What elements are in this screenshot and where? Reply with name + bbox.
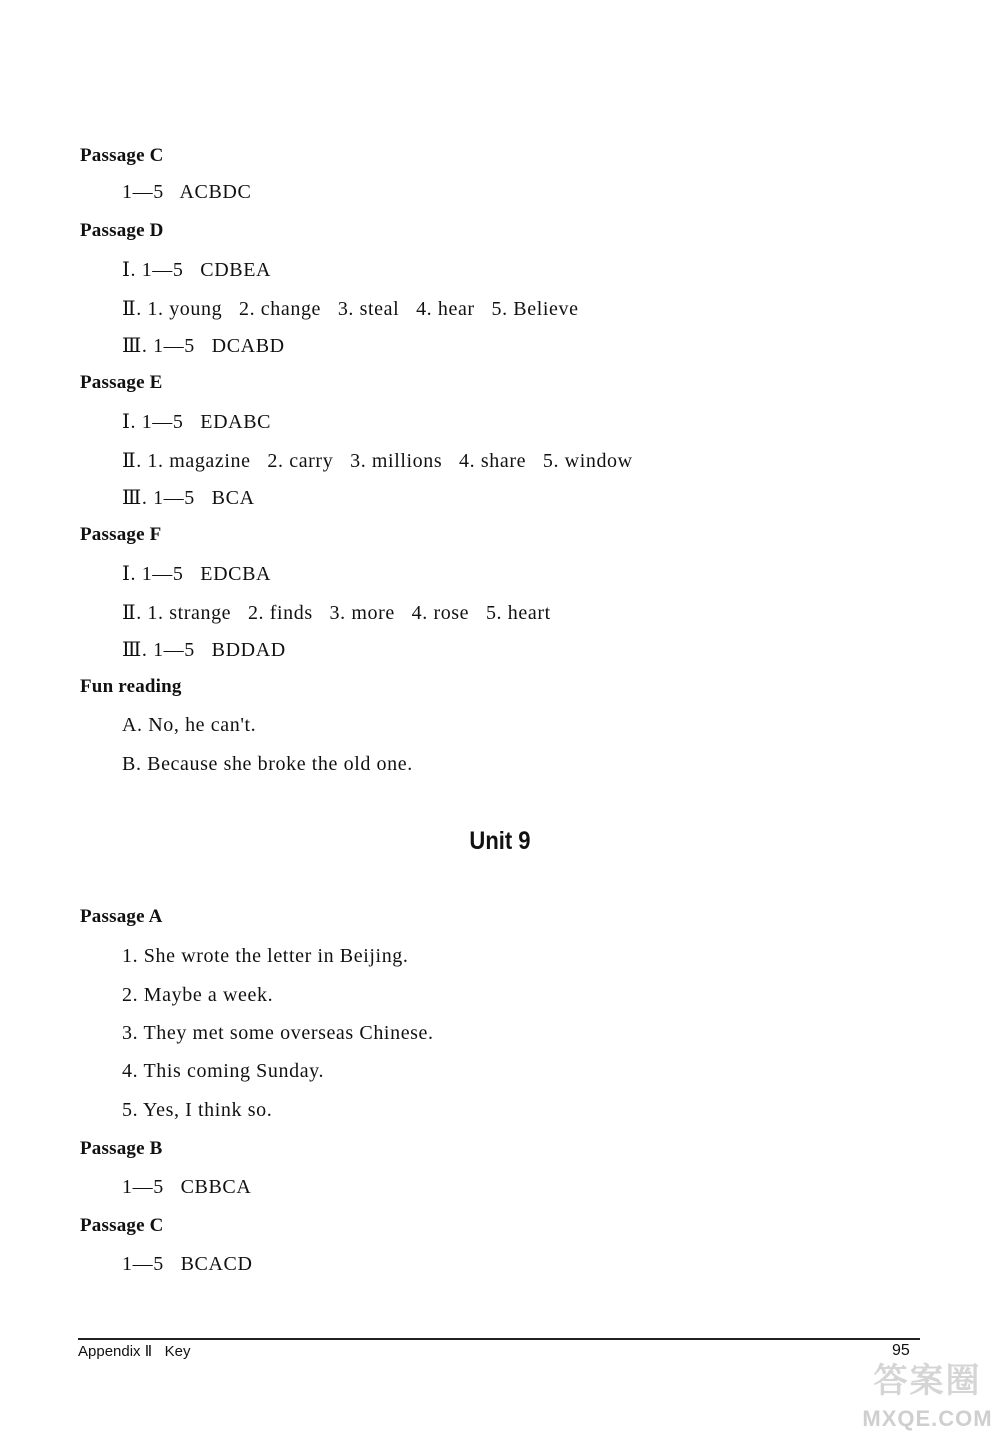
answer-line: Ⅱ. 1. magazine 2. carry 3. millions 4. share 5. window bbox=[122, 450, 633, 472]
answer-line: Ⅲ. 1—5 BDDAD bbox=[122, 639, 286, 661]
section-heading-fun-reading: Fun reading bbox=[80, 676, 182, 697]
answer-line: 3. They met some overseas Chinese. bbox=[122, 1022, 434, 1044]
answer-line: Ⅰ. 1—5 CDBEA bbox=[122, 259, 272, 281]
answer-line: Ⅲ. 1—5 DCABD bbox=[122, 335, 285, 357]
section-heading-passage-e: Passage E bbox=[80, 372, 163, 393]
answer-line: A. No, he can't. bbox=[122, 714, 257, 736]
section-heading-passage-c: Passage C bbox=[80, 145, 164, 166]
footer-section-label: Appendix Ⅱ Key bbox=[78, 1343, 191, 1360]
answer-line: Ⅰ. 1—5 EDCBA bbox=[122, 563, 272, 585]
answer-line: 1—5 BCACD bbox=[122, 1253, 253, 1275]
section-heading-passage-a: Passage A bbox=[80, 906, 163, 927]
section-heading-passage-b: Passage B bbox=[80, 1138, 163, 1159]
footer-divider bbox=[78, 1338, 920, 1340]
section-heading-passage-c-unit9: Passage C bbox=[80, 1215, 164, 1236]
answer-line: Ⅱ. 1. young 2. change 3. steal 4. hear 5. Believe bbox=[122, 298, 579, 320]
answer-line: 4. This coming Sunday. bbox=[122, 1060, 325, 1082]
watermark-logo-text: 答案圈 bbox=[873, 1361, 982, 1401]
watermark-site-text: MXQE.COM bbox=[862, 1406, 993, 1431]
answer-line: B. Because she broke the old one. bbox=[122, 753, 413, 775]
section-heading-passage-d: Passage D bbox=[80, 220, 164, 241]
page-number: 95 bbox=[892, 1342, 910, 1359]
unit-title: Unit 9 bbox=[469, 827, 531, 855]
answer-line: Ⅰ. 1—5 EDABC bbox=[122, 411, 272, 433]
answer-line: Ⅲ. 1—5 BCA bbox=[122, 487, 255, 509]
section-heading-passage-f: Passage F bbox=[80, 524, 162, 545]
answer-line: 1—5 ACBDC bbox=[122, 181, 252, 203]
watermark-logo bbox=[860, 1358, 995, 1438]
answer-line: Ⅱ. 1. strange 2. finds 3. more 4. rose 5. heart bbox=[122, 602, 551, 624]
answer-line: 1. She wrote the letter in Beijing. bbox=[122, 945, 409, 967]
answer-line: 2. Maybe a week. bbox=[122, 984, 274, 1006]
answer-line: 5. Yes, I think so. bbox=[122, 1099, 273, 1121]
answer-line: 1—5 CBBCA bbox=[122, 1176, 252, 1198]
